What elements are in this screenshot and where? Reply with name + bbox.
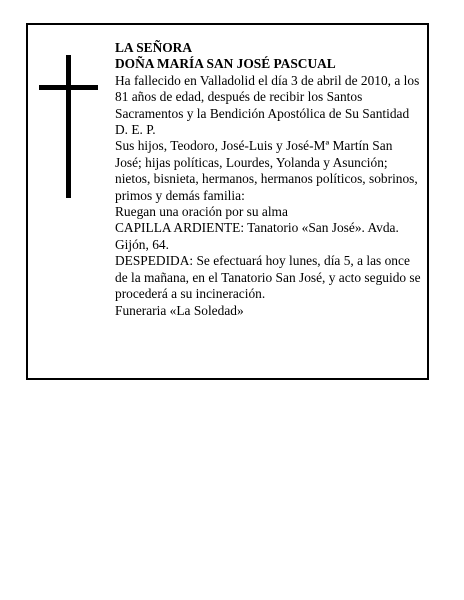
notice-paragraph-funeral-home: Funeraria «La Soledad» (115, 302, 244, 318)
cross-horizontal-bar (39, 85, 98, 90)
notice-paragraph-chapel: CAPILLA ARDIENTE: Tanatorio «San José». Avda. Gijón, 64. (115, 220, 399, 252)
obituary-notice (26, 23, 429, 380)
cross-vertical-bar (66, 55, 71, 198)
notice-paragraph-family: Sus hijos, Teodoro, José-Luis y José-Mª Martín San José; hijas políticas, Lourdes, Yolanda y Asunción; nietos, bisnieta, hermanos, hermanos políticos, sobrinos, primos y demás familia: (115, 138, 418, 203)
notice-paragraph-farewell: DESPEDIDA: Se efectuará hoy lunes, día 5, a las once de la mañana, en el Tanatorio San José, y acto seguido se procederá a su incineración. (115, 253, 421, 302)
notice-heading-name: DOÑA MARÍA SAN JOSÉ PASCUAL (115, 56, 336, 72)
notice-text (115, 40, 421, 319)
notice-paragraph-death: Ha fallecido en Valladolid el día 3 de abril de 2010, a los 81 años de edad, después de recibir los Santos Sacramentos y la Bendición Apostólica de Su Santidad D. E. P. (115, 72, 420, 138)
notice-paragraph-prayer: Ruegan una oración por su alma (115, 204, 288, 220)
notice-heading-title: LA SEÑORA (115, 40, 193, 55)
